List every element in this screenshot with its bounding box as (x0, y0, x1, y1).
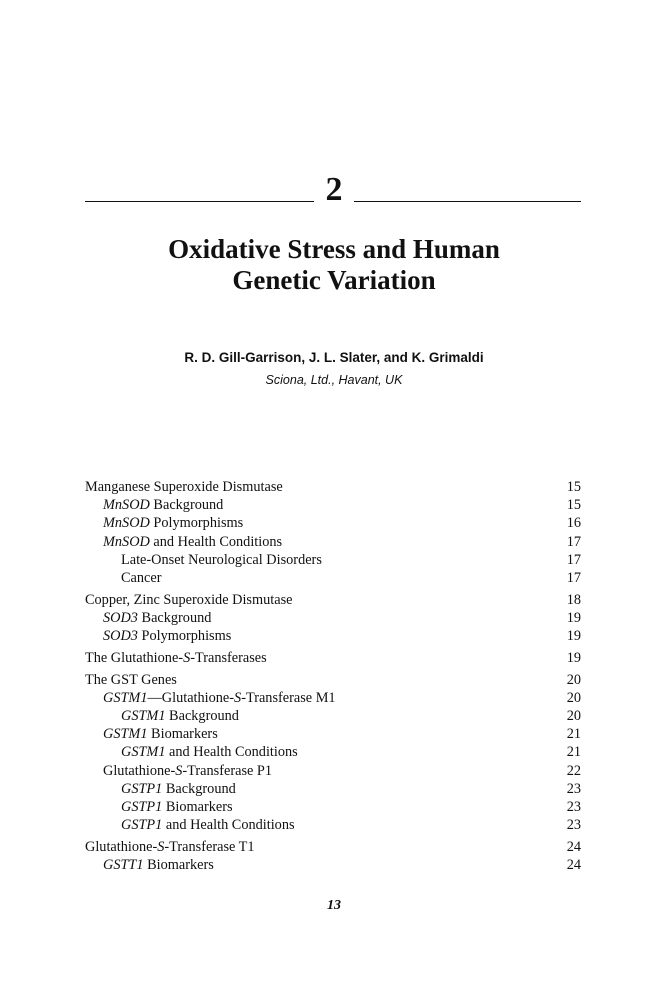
toc-entry-title (121, 816, 295, 834)
toc-entry-title (103, 533, 282, 551)
toc-entry (85, 514, 581, 532)
toc-entry-title-italic: GSTP1 (121, 780, 163, 797)
toc-entry-title-italic: GSTM1 (103, 726, 148, 743)
toc-entry (85, 856, 581, 874)
toc-entry (85, 838, 581, 856)
toc-entry-title-text: Copper, Zinc Superoxide Dismutase (85, 591, 293, 608)
toc-entry-title-italic: MnSOD (103, 533, 150, 550)
toc-entry-title-text: Background (165, 708, 239, 725)
toc-entry-title (103, 762, 272, 780)
toc-entry-page: 18 (566, 591, 581, 608)
toc-entry-title-text: Late-Onset Neurological Disorders (121, 551, 322, 568)
toc-entry-title-text: Manganese Superoxide Dismutase (85, 479, 283, 495)
toc-entry-page: 19 (566, 649, 581, 666)
toc-entry (85, 689, 581, 707)
toc-entry-title (121, 780, 236, 798)
toc-entry (85, 725, 581, 743)
toc-entry-page: 23 (566, 817, 581, 834)
toc-entry-title-italic: GSTM1 (121, 744, 166, 761)
author-list: R. D. Gill-Garrison, J. L. Slater, and K. Grimaldi (184, 350, 484, 365)
toc-entry-page: 24 (566, 838, 581, 855)
toc-entry-page: 21 (566, 744, 581, 761)
toc-entry-title (103, 496, 223, 514)
toc-entry-title-italic: MnSOD (103, 515, 150, 532)
toc-entry-title (103, 725, 218, 743)
toc-entry-title (103, 514, 243, 532)
toc-entry (85, 609, 581, 627)
toc-entry-title-text: -Transferases (190, 649, 267, 666)
chapter-title (0, 234, 668, 296)
toc-entry-page: 21 (566, 726, 581, 743)
toc-entry (85, 671, 581, 689)
toc-entry-title (121, 569, 161, 587)
toc-entry-page: 22 (566, 762, 581, 779)
toc-entry (85, 649, 581, 667)
toc-entry-title-italic: S (157, 838, 165, 855)
chapter-title-line: Oxidative Stress and Human (168, 234, 500, 264)
toc-entry (85, 627, 581, 645)
toc-entry-page: 19 (566, 628, 581, 645)
toc-entry-title (121, 798, 233, 816)
toc-entry-page: 24 (566, 857, 581, 874)
toc-entry-title-italic: SOD3 (103, 628, 138, 645)
toc-entry-title-text: Background (149, 497, 224, 514)
toc-entry (85, 533, 581, 551)
toc-entry-page: 17 (566, 569, 581, 586)
toc-entry-title-text: -Transferase M1 (241, 689, 336, 706)
toc-entry (85, 798, 581, 816)
toc-entry-page: 23 (566, 798, 581, 815)
toc-entry (85, 591, 581, 609)
toc-entry-title-text: -Transferase P1 (182, 762, 273, 779)
toc-entry (85, 816, 581, 834)
toc-entry-title (121, 551, 322, 569)
toc-entry-title-text: -Transferase T1 (164, 838, 255, 855)
toc-entry-title-text: Biomarkers (162, 798, 233, 815)
toc-entry-title (85, 478, 283, 496)
page-number: 13 (327, 898, 341, 913)
toc-entry-title-text: The GST Genes (85, 671, 177, 688)
toc-entry (85, 762, 581, 780)
toc-entry-title-text: Polymorphisms (149, 515, 244, 532)
toc-entry-title (103, 609, 211, 627)
toc-entry-title-text: —Glutathione- (147, 689, 235, 706)
toc-entry (85, 569, 581, 587)
toc-entry-title-text: and Health Conditions (165, 744, 298, 761)
toc-entry-title-text: Polymorphisms (137, 628, 232, 645)
toc-entry-title-text: The Glutathione- (85, 649, 184, 666)
toc-entry-page: 23 (566, 780, 581, 797)
chapter-number: 2 (325, 171, 343, 208)
toc-entry-title-italic: GSTT1 (103, 857, 144, 874)
toc-entry-page: 20 (566, 671, 581, 688)
toc-entry-title (85, 591, 293, 609)
toc-entry-title-text: Glutathione- (103, 762, 176, 779)
toc-entry-title-text: Background (137, 609, 212, 626)
toc-entry-page: 20 (566, 689, 581, 706)
toc-entry-title-text: and Health Conditions (162, 817, 295, 834)
toc-entry-title-italic: GSTM1 (103, 689, 148, 706)
toc-entry-title-text: Background (162, 780, 236, 797)
toc-entry-page: 17 (566, 533, 581, 550)
toc-entry-title (103, 856, 214, 874)
toc-entry-title (85, 649, 267, 667)
toc-entry-page: 19 (566, 609, 581, 626)
toc-entry (85, 551, 581, 569)
toc-entry-title (103, 627, 231, 645)
toc-entry-title (85, 838, 255, 856)
toc-entry-title-text: Glutathione- (85, 838, 158, 855)
toc-entry-title-italic: S (234, 689, 242, 706)
toc-entry-page: 15 (566, 479, 581, 495)
toc-entry-title-italic: GSTP1 (121, 817, 163, 834)
toc-entry-page: 15 (566, 497, 581, 514)
chapter-title-line: Genetic Variation (232, 265, 436, 295)
toc-entry (85, 780, 581, 798)
author-affiliation: Sciona, Ltd., Havant, UK (265, 373, 403, 387)
toc-entry-title (121, 707, 239, 725)
table-of-contents (85, 478, 581, 874)
toc-entry-title (85, 671, 177, 689)
toc-entry-title-text: Cancer (121, 569, 162, 586)
toc-entry-title-text: Biomarkers (143, 857, 214, 874)
toc-entry (85, 496, 581, 514)
chapter-rule-right (354, 201, 581, 202)
toc-entry (85, 478, 581, 496)
toc-entry-title-text: and Health Conditions (149, 533, 283, 550)
toc-entry-title-italic: S (183, 649, 191, 666)
toc-entry-title-text: Biomarkers (147, 726, 218, 743)
toc-entry-title-italic: SOD3 (103, 609, 138, 626)
toc-entry-title-italic: GSTM1 (121, 708, 166, 725)
toc-entry-title-italic: MnSOD (103, 497, 150, 514)
toc-entry-title (103, 689, 336, 707)
toc-entry-title (121, 743, 298, 761)
toc-entry-page: 16 (566, 515, 581, 532)
toc-entry-title-italic: GSTP1 (121, 798, 163, 815)
toc-entry (85, 707, 581, 725)
toc-entry-title-italic: S (175, 762, 183, 779)
toc-entry-page: 17 (566, 551, 581, 568)
toc-entry (85, 743, 581, 761)
toc-entry-page: 20 (566, 708, 581, 725)
